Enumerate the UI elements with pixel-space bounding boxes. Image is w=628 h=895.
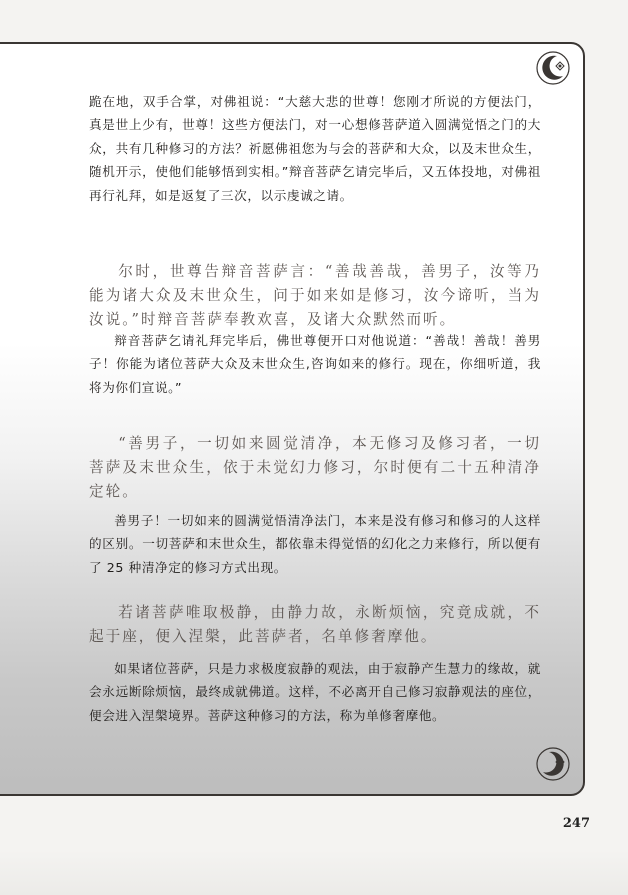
crescent-ornament-icon bbox=[533, 48, 573, 88]
translation-paragraph: 辩音菩萨乞请礼拜完毕后，佛世尊便开口对他说道：“善哉！善哉！善男子！你能为诸位菩萨大众及末世众生,咨询如来的修行。现在，你细听道，我将为你们宣说。” bbox=[89, 333, 541, 395]
translation-paragraph: 如果诸位菩萨，只是力求极度寂静的观法，由于寂静产生慧力的缘故，就会永远断除烦恼，最终成就佛道。这样，不必离开自己修习寂静观法的座位，便会进入涅槃境界。菩萨这种修习的方法，称为单修奢摩他。 bbox=[89, 661, 541, 723]
page-number: 247 bbox=[562, 816, 590, 831]
page-bottom-margin bbox=[0, 850, 628, 895]
translation-paragraph: 善男子！一切如来的圆满觉悟清净法门，本来是没有修习和修习的人这样的区别。一切菩萨和末世众生，都依靠未得觉悟的幻化之力来修行，所以便有了 25 种清净定的修习方式出现。 bbox=[89, 513, 541, 575]
scripture-paragraph: “善男子，一切如来圆觉清净，本无修习及修习者，一切菩萨及末世众生，依于未觉幻力修习，尔时便有二十五种清净定轮。 bbox=[89, 435, 541, 500]
translation-paragraph: 跪在地，双手合掌，对佛祖说：“大慈大悲的世尊！您刚才所说的方便法门，真是世上少有，世尊！这些方便法门，对一心想修菩萨道入圆满觉悟之门的大众，共有几种修习的方法？祈愿佛祖您为与会的菩萨和大众，以及末世众生，随机开示，使他们能够悟到实相。”辩音菩萨乞请完毕后，又五体投地，对佛祖再行礼拜，如是返复了三次，以示虔诚之请。 bbox=[89, 94, 541, 203]
crescent-ornament-icon bbox=[533, 744, 573, 784]
scripture-paragraph: 尔时，世尊告辩音菩萨言：“善哉善哉，善男子，汝等乃能为诸大众及末世众生，问于如来如是修习，汝今谛听，当为汝说。”时辩音菩萨奉教欢喜，及诸大众默然而听。 bbox=[89, 263, 541, 328]
scripture-paragraph: 若诸菩萨唯取极静，由静力故，永断烦恼，究竟成就，不起于座，便入涅槃，此菩萨者，名单修奢摩他。 bbox=[89, 604, 541, 645]
